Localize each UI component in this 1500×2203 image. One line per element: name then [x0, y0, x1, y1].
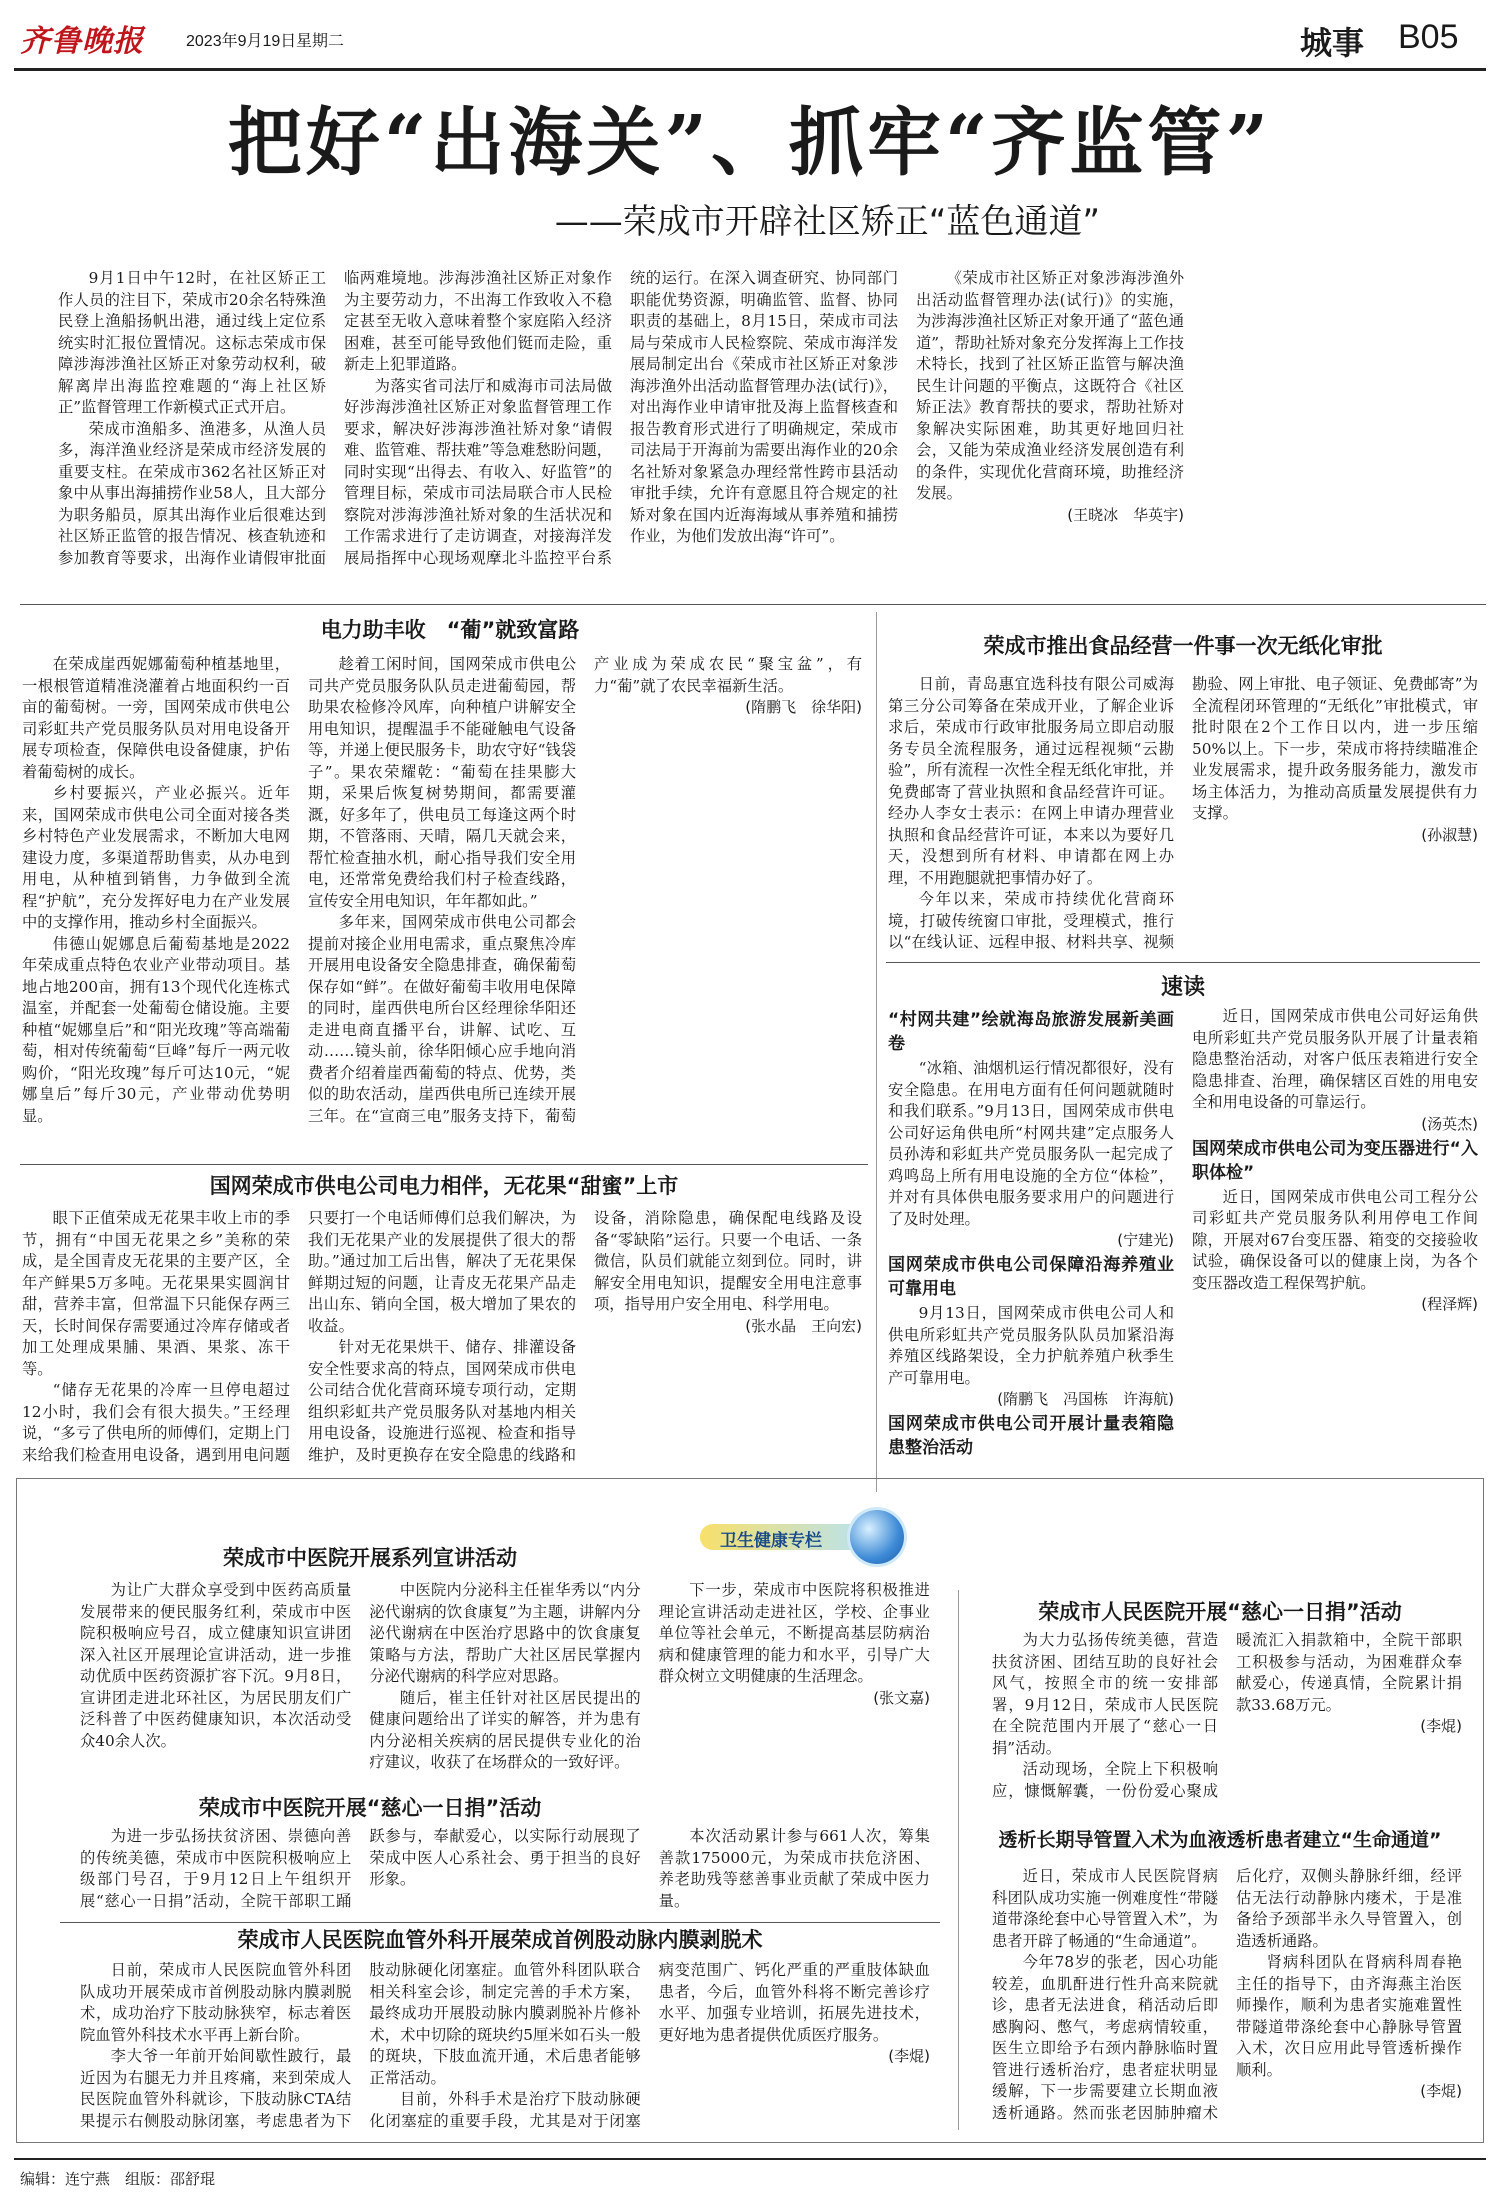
- food-divider: [886, 962, 1480, 963]
- grape-paragraph: 在荣成崖西妮娜葡萄种植基地里，一根根管道精准浇灌着占地面积约一百亩的葡萄树。一旁，国网荣成市供电公司彩虹共产党员服务队员对用电设备开展专项检查，保障供电设备健康，护佑着葡萄树的成长。: [22, 655, 290, 781]
- health-paragraph: 随后，崔主任针对社区居民提出的健康问题给出了详实的解答，并为患有内分泌相关疾病的居民提供专业化的治疗建议，收获了在场群众的一致好评。: [369, 1688, 641, 1771]
- health-paragraph: 李大爷一年前开始间歇性跛行，最近因为右腿无力并且疼痛，来到荣成人民医院血管外科就诊，下肢动脉CTA结果提示右侧股动脉闭塞，考虑患者为下肢动脉硬化闭塞症。血管外科团队联合相关科室会诊，制定完善的手术方案，最终成功开展股动脉内膜剥脱补片修补术，术中切除的斑块约5厘米如石头一般的斑块，下肢血流开通，术后患者能够正常活动。: [80, 1961, 641, 2130]
- lead-paragraph: 《荣成市社区矫正对象涉海涉渔外出活动监督管理办法(试行)》的实施，为涉海涉渔社区矫正对象开通了“蓝色通道”，帮助社矫对象充分发挥海上工作技术特长，找到了社区矫正监管与解决渔民生计问题的平衡点，这既符合《社区矫正法》教育帮扶的要求，帮助社矫对象解决实际困难，助其更好地回归社会，又能为荣成渔业经济发展创造有利的条件，实现优化营商环境，助推经济发展。: [916, 269, 1184, 502]
- health-paragraph: 中医院内分泌科主任崔华秀以“内分泌代谢病的饮食康复”为主题，讲解内分泌代谢病在中医治疗思路中的饮食康复策略与方法，帮助广大社区居民掌握内分泌代谢病的科学应对思路。: [369, 1581, 641, 1685]
- food-body: [888, 674, 1478, 964]
- health-a1-body: [80, 1580, 930, 1790]
- food-byline: (孙淑慧): [1421, 825, 1478, 844]
- health-a4-byline: (李焜): [1420, 1717, 1462, 1735]
- page-number: B05: [1398, 18, 1459, 56]
- health-paragraph: 为大力弘扬传统美德，营造扶贫济困、团结互助的良好社会风气，按照全市的统一安排部署，9月12日，荣成市人民医院在全院范围内开展了“慈心一日捐”活动。: [992, 1631, 1218, 1757]
- lead-subheadline: ——荣成市开辟社区矫正“蓝色通道”: [554, 202, 1100, 242]
- fig-body: [22, 1208, 862, 1468]
- health-paragraph: 今年78岁的张老，因心功能较差，血肌酐进行性升高来院就诊，患者无法进食，稍活动后即感胸闷、憋气，考虑病情较重，医生立即给予右颈内静脉临时置管进行透析治疗，患者症状明显缓解，下一步需要建立长期血液透析通路。然而张老因肺肿瘤术后化疗，双侧头静脉纤细，经评估无法行动静脉内瘘术，于是准备给予颈部半永久导管置入，创造透析通路。: [992, 1867, 1462, 2122]
- masthead: [0, 0, 1500, 62]
- health-a3-headline: 荣成市人民医院血管外科开展荣成首例股动脉内膜剥脱术: [237, 1928, 763, 1952]
- fig-paragraph: 针对无花果烘干、储存、排灌设备安全性要求高的特点，国网荣成市供电公司结合优化营商环境专项行动，定期组织彩虹共产党员服务队对基地内相关用电设备，设施进行巡视、检查和指导维护，及时更换存在安全隐患的线路和设备，消除隐患，确保配电线路及设备“零缺陷”运行。只要一个电话、一条微信，队员们就能立刻到位。同时，讲解安全用电知识，提醒安全用电注意事项，指导用户安全用电、科学用电。: [308, 1209, 862, 1464]
- health-a3-byline: (李焜): [888, 2047, 930, 2065]
- fig-paragraph: “储存无花果的冷库一旦停电超过12小时，我们会有很大损失。”王经理说，“多亏了供电所的师傅们，定期上门来给我们检查用电设备，遇到用电问题只要打一个电话师傅们总我们解决，为我们无花果产业的发展提供了很大的帮助。”通过加工后出售，解决了无花果保鲜期过短的问题，让青皮无花果产品走出山东、销向全国，极大增加了果农的收益。: [22, 1209, 576, 1464]
- health-a4-body: [992, 1630, 1462, 1816]
- issue-date: 2023年9月19日: [186, 33, 297, 50]
- lead-paragraph: 为落实省司法厅和威海市司法局做好涉海涉渔社区矫正对象监督管理工作要求，解决好涉海涉渔社矫对象“请假难、监管难、帮扶难”等急难愁盼问题，同时实现“出得去、有收入、好监管”的管理目标，荣成市司法局联合市人民检察院对涉海涉渔社矫对象的生活状况和工作需求进行了走访调查，对接海洋发展局指挥中心现场观摩北斗监控平台系统的运行。在深入调查研究、协同部门职能优势资源，明确监管、监督、协同职责的基础上，8月15日，荣成市司法局与荣成市人民检察院、荣成市海洋发展局制定出台《荣成市社区矫正对象涉海涉渔外出活动监督管理办法(试行)》，对出海作业申请审批及海上监督核查和报告教育形式进行了明确规定，荣成市司法局于开海前为需要出海作业的20余名社矫对象紧急办理经常性跨市县活动审批手续，允许有意愿且符合规定的社矫对象在国内近海海域从事养殖和捕捞作业，为他们发放出海“许可”。: [344, 269, 898, 567]
- lead-byline: (王晓冰 华英宇): [1067, 505, 1184, 524]
- health-a2-body: [80, 1826, 930, 1922]
- editor-credit: 编辑：连宁燕 组版：邵舒琨: [20, 2171, 216, 2188]
- health-paragraph: 近日，荣成市人民医院肾病科团队成功实施一例难度性“带隧道带涤纶套中心导管置入术”，为患者开辟了畅通的“生命通道”。: [992, 1867, 1218, 1950]
- grape-headline: 电力助丰收 “葡”就致富路: [320, 618, 580, 642]
- health-paragraph: 本次活动累计参与661人次，筹集善款175000元，为荣成市扶危济困、养老助残等慈善事业贡献了荣成中医力量。: [658, 1827, 930, 1910]
- issue-weekday: 星期二: [296, 33, 345, 50]
- masthead-divider: [14, 68, 1486, 71]
- grape-paragraph: 趁着工闲时间，国网荣成市供电公司共产党员服务队队员走进葡萄园，帮助果农检修冷风库，向种植户讲解安全用电知识，提醒温手不能碰触电气设备等，并递上便民服务卡，助农守好“钱袋子”。果农荣耀乾：“葡萄在挂果膨大期，采果后恢复树势期间，都需要灌溉，好多年了，供电员工每逢这两个时期，不管落雨、天晴，隔几天就会来，帮忙检查抽水机，耐心指导我们安全用电，还常常免费给我们村子检查线路，宣传安全用电知识，年年都如此。”: [308, 655, 576, 910]
- grape-paragraph: 伟德山妮娜息后葡萄基地是2022年荣成重点特色农业产业带动项目。基地占地200亩，拥有13个现代化连栋式温室，并配套一处葡萄仓储设施。主要种植“妮娜皇后”和“阳光玫瑰”等高端葡萄，相对传统葡萄“巨峰”每斤一两元收购价，“阳光玫瑰”每斤可达10元，“妮娜皇后”每斤30元，产业带动优势明显。: [22, 934, 290, 1125]
- fig-headline: 国网荣成市供电公司电力相伴，无花果“甜蜜”上市: [209, 1174, 679, 1198]
- health-paragraph: 为进一步弘扬扶贫济困、崇德向善的传统美德，荣成市中医院积极响应上级部门号召，于9月12日上午组织开展“慈心一日捐”活动，全院干部职工踊跃参与，奉献爱心，以实际行动展现了荣成中医人心系社会、勇于担当的良好形象。: [80, 1827, 641, 1910]
- brief-title: 国网荣成市供电公司开展计量表箱隐患整治活动: [888, 1414, 1174, 1458]
- food-paragraph: 今年以来，荣成市持续优化营商环境，打破传统窗口审批，受理模式，推行以“在线认证、远程申报、材料共享、视频勘验、网上审批、电子领证、免费邮寄”为全流程闭环管理的“无纸化”审批模式，审批时限在2个工作日以内，进一步压缩50%以上。下一步，荣成市将持续瞄准企业发展需求，提升政务服务能力，激发市场主体活力，为推动高质量发展提供有力支撑。: [888, 675, 1478, 951]
- health-paragraph: 为让广大群众享受到中医药高质量发展带来的便民服务红利，荣成市中医院积极响应号召，成立健康知识宣讲团深入社区开展理论宣讲活动，进一步推动优质中医药资源扩容下沉。9月8日，宣讲团走进北环社区，为居民朋友们广泛科普了中医药健康知识，本次活动受众40余人次。: [80, 1581, 352, 1750]
- health-a1-byline: (张文嘉): [873, 1688, 930, 1707]
- grape-paragraph: 乡村要振兴，产业必振兴。近年来，国网荣成市供电公司全面对接各类乡村特色产业发展需求，不断加大电网建设力度，多渠道帮助售卖，从办电到用电，从种植到销售，力争做到全流程“护航”，充分发挥好电力在产业发展中的支撑作用，推动乡村全面振兴。: [22, 784, 290, 931]
- health-divider: [60, 1922, 940, 1923]
- health-paragraph: 下一步，荣成市中医院将积极推进理论宣讲活动走进社区，学校、企事业单位等社会单元，不断提高基层防病治病和健康管理的能力和水平，引导广大群众树立文明健康的生活理念。: [658, 1581, 930, 1685]
- brief-byline: (宁建光): [1117, 1231, 1174, 1249]
- health-paragraph: 肾病科团队在肾病科周春艳主任的指导下，由齐海燕主治医师操作，顺利为患者实施难置性带隧道带涤纶套中心静脉导管置入术，次日应用此导管透析操作顺利。: [1236, 1953, 1462, 2079]
- fig-byline: (张水晶 王向宏): [745, 1316, 862, 1335]
- paper-logo: 齐鲁晚报: [20, 24, 144, 59]
- brief-byline: (程泽辉): [1421, 1295, 1478, 1313]
- health-a3-body: [80, 1960, 930, 2134]
- health-banner: [700, 1508, 920, 1562]
- food-headline: 荣成市推出食品经营一件事一次无纸化审批: [983, 634, 1383, 658]
- health-a5-headline: 透析长期导管置入术为血液透析患者建立“生命通道”: [998, 1829, 1442, 1851]
- footer-divider: [14, 2158, 1486, 2160]
- health-column-divider: [958, 1590, 959, 2130]
- grape-divider: [20, 1164, 868, 1165]
- brief-byline: (汤英杰): [1421, 1114, 1478, 1133]
- grape-paragraph: 多年来，国网荣成市供电公司都会提前对接企业用电需求，重点聚焦冷库开展用电设备安全隐患排查，确保葡萄保存如“鲜”。在做好葡萄丰收用电保障的同时，崖西供电所台区经理徐华阳还走进电商直播平台，讲解、试吃、互动……镜头前，徐华阳倾心应手地向消费者介绍着崖西葡萄的特点、优势，类似的助农活动，崖西供电所已连续开展三年。在“宣商三电”服务支持下，葡萄产业成为荣成农民“聚宝盆”，有力“葡”就了农民幸福新生活。: [308, 655, 862, 1125]
- brief-header: 速读: [1160, 975, 1205, 1000]
- health-a1-headline: 荣成市中医院开展系列宣讲活动: [223, 1546, 517, 1570]
- lead-paragraph: 荣成市渔船多、渔港多，从渔人员多，海洋渔业经济是荣成市经济发展的重要支柱。在荣成市362名社区矫正对象中从事出海捕捞作业58人，且大部分为职务船员，原其出海作业后很难达到社区矫正监管的报告情况、核查轨迹和参加教育等要求，出海作业请假审批面临两难境地。涉海涉渔社区矫正对象作为主要劳动力，不出海工作致收入不稳定甚至无收入意味着整个家庭陷入经济困难，甚至可能导致他们铤而走险，重新走上犯罪道路。: [58, 269, 612, 567]
- brief-text: “冰箱、油烟机运行情况都很好，没有安全隐患。在用电方面有任何问题就随时和我们联系。”9月13日，国网荣成市供电公司好运角供电所“村网共建”定点服务人员孙涛和彩虹共产党员服务队一起完成了鸡鸣岛上所有用电设施的全方位“体检”，并对有具体供电服务要求用户的问题进行了及时处理。: [888, 1059, 1174, 1228]
- brief-title: 国网荣成市供电公司为变压器进行“入职体检”: [1192, 1138, 1478, 1183]
- health-a5-body: [992, 1866, 1462, 2134]
- health-paragraph: 目前，外科手术是治疗下肢动脉硬化闭塞症的重要手段，尤其是对于闭塞病变范围广、钙化严重的严重肢体缺血患者，今后，血管外科将不断完善诊疗水平、加强专业培训，拓展先进技术，更好地为患者提供优质医疗服务。: [369, 1961, 930, 2130]
- brief-text: 9月13日，国网荣成市供电公司人和供电所彩虹共产党员服务队队员加紧沿海养殖区线路架设，全力护航养殖户秋季生产可靠用电。: [888, 1304, 1174, 1387]
- brief-text: 近日，国网荣成市供电公司好运角供电所彩虹共产党员服务队开展了计量表箱隐患整治活动，对客户低压表箱进行安全隐患排查、治理，确保辖区百姓的用电安全和用电设备的可靠运行。: [1192, 1007, 1478, 1111]
- health-a2-headline: 荣成市中医院开展“慈心一日捐”活动: [198, 1796, 542, 1820]
- health-paragraph: 活动现场，全院上下积极响应，慷慨解囊，一份份爱心聚成暖流汇入捐款箱中，全院干部职工积极参与活动，为困难群众奉献爱心，传递真情，全院累计捐款33.68万元。: [992, 1631, 1462, 1800]
- globe-icon: [850, 1510, 904, 1564]
- grape-byline: (隋鹏飞 徐华阳): [745, 698, 862, 716]
- grape-body: [22, 654, 862, 1154]
- health-a4-headline: 荣成市人民医院开展“慈心一日捐”活动: [1038, 1600, 1402, 1624]
- brief-title: 国网荣成市供电公司保障沿海养殖业可靠用电: [888, 1255, 1174, 1299]
- brief-text: 近日，国网荣成市供电公司工程分公司彩虹共产党员服务队利用停电工作间隙，开展对67台变压器、箱变的交接验收试验，确保设备可以的健康上岗，为各个变压器改造工程保驾护航。: [1192, 1187, 1478, 1292]
- banner-label: 卫生健康专栏: [720, 1531, 822, 1551]
- brief-byline: (隋鹏飞 冯国栋 许海航): [997, 1390, 1174, 1408]
- food-paragraph: 日前，青岛惠宜选科技有限公司威海第三分公司筹备在荣成开业，了解企业诉求后，荣成市行政审批服务局立即启动服务专员全流程服务，通过远程视频“云勘验”，所有流程一次性全程无纸化审批，并免费邮寄了营业执照和食品经营许可证。经办人李女士表示：在网上申请办理营业执照和食品经营许可证，本来以为要好几天，没想到所有材料、申请都在网上办理，不用跑腿就把事情办好了。: [888, 675, 1174, 887]
- lead-paragraph: 9月1日中午12时，在社区矫正工作人员的注目下，荣成市20余名特殊渔民登上渔船扬帆出港，通过线上定位系统实时汇报位置情况。这标志荣成市保障涉海涉渔社区矫正对象劳动权利，破解离岸出海监控难题的“海上社区矫正”监督管理工作新模式正式开启。: [58, 269, 326, 416]
- fig-paragraph: 眼下正值荣成无花果丰收上市的季节，拥有“中国无花果之乡”美称的荣成，是全国青皮无花果的主要产区，全年产鲜果5万多吨。无花果果实圆润甘甜，营养丰富，但常温下只能保存两三天，长时间保存需要通过冷库存储或者加工处理成果脯、果酒、果浆、冻干等。: [22, 1209, 290, 1378]
- lead-divider: [20, 604, 1486, 605]
- lead-body: [58, 268, 1470, 578]
- section-name: 城事: [1300, 25, 1365, 61]
- brief-title: “村网共建”绘就海岛旅游发展新美画卷: [888, 1010, 1174, 1054]
- column-divider: [876, 612, 877, 1492]
- health-a5-byline: (李焜): [1420, 2082, 1462, 2100]
- health-paragraph: 日前，荣成市人民医院血管外科团队成功开展荣成市首例股动脉内膜剥脱术，成功治疗下肢动脉狭窄，标志着医院血管外科技术水平再上新台阶。: [80, 1961, 352, 2044]
- lead-headline: 把好“出海关”、抓牢“齐监管”: [227, 100, 1273, 186]
- brief-body: [888, 1006, 1478, 1476]
